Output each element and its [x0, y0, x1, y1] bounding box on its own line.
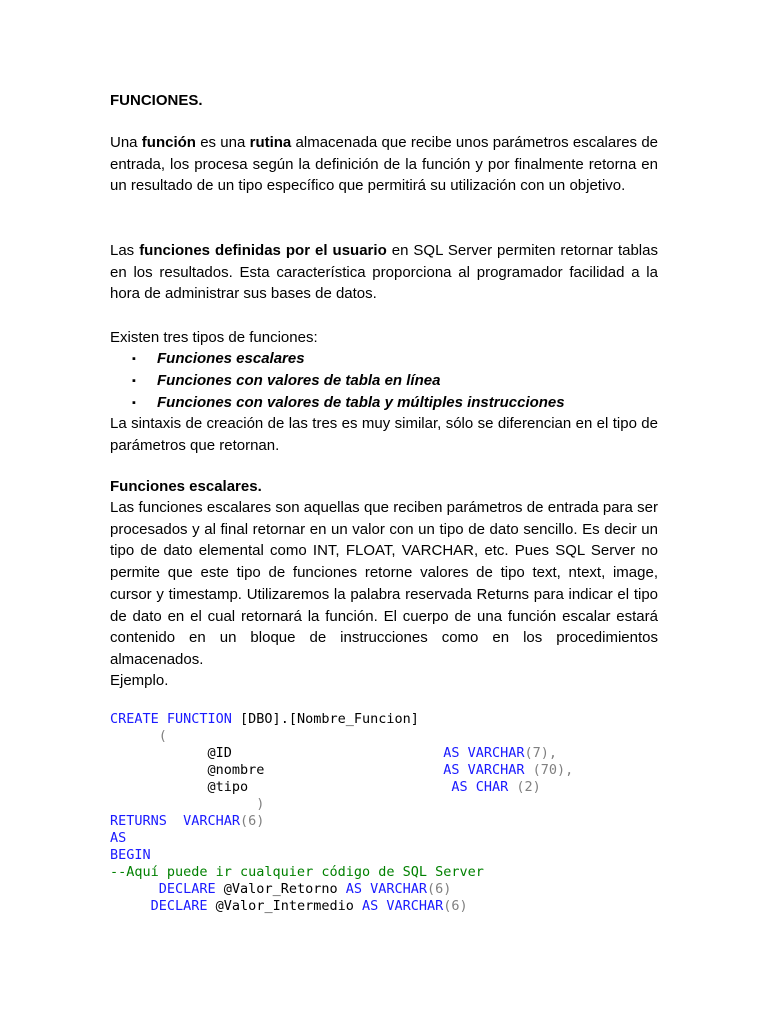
syntax-note: La sintaxis de creación de las tres es muy similar, sólo se diferencian en el tipo de parámetros que retornan. [110, 415, 658, 454]
code-line: @tipo AS CHAR (2) [110, 779, 541, 795]
bullet-square-icon: ▪ [132, 353, 136, 365]
types-list [110, 348, 670, 414]
code-line: @ID AS VARCHAR(7), [110, 745, 558, 761]
code-line: BEGIN [110, 847, 151, 863]
section-heading: Funciones escalares. [110, 478, 262, 495]
code-line: CREATE FUNCTION [DBO].[Nombre_Funcion] [110, 711, 419, 727]
bullet-square-icon: ▪ [132, 375, 136, 387]
list-item: ▪ Funciones escalares [110, 348, 670, 370]
code-block [110, 711, 573, 915]
list-item: ▪ Funciones con valores de tabla en línea [110, 370, 670, 392]
code-line: @nombre AS VARCHAR (70), [110, 762, 574, 778]
page-title: FUNCIONES. [110, 92, 203, 109]
code-line: DECLARE @Valor_Retorno AS VARCHAR(6) [110, 881, 452, 897]
code-line: AS [110, 830, 127, 846]
udf-paragraph: Las funciones definidas por el usuario en SQL Server permiten retornar tablas en los resultados. Esta característica proporciona al programador facilidad a la hora de administrar sus bases de datos. [110, 242, 658, 303]
code-line: ) [110, 796, 265, 812]
scalar-paragraph: Las funciones escalares son aquellas que reciben parámetros de entrada para ser procesados y al final retornar en un valor con un tipo de dato sencillo. Es decir un tipo de dato elemental como INT, FLOAT, VARCHAR, etc. Pues SQL Server no permite que este tipo de funciones retorne valores de tipo text, ntext, image, cursor y timestamp. Utilizaremos la palabra reservada Returns para indicar el tipo de dato en el cual retornará la función. El cuerpo de una función escalar estará contenido en un bloque de instrucciones como en los procedimientos almacenados. [110, 499, 658, 668]
code-line: ( [110, 728, 167, 744]
example-label: Ejemplo. [110, 672, 169, 689]
types-intro: Existen tres tipos de funciones: [110, 329, 318, 346]
code-line: RETURNS VARCHAR(6) [110, 813, 265, 829]
bullet-square-icon: ▪ [132, 397, 136, 409]
list-item: ▪ Funciones con valores de tabla y múltiples instrucciones [110, 392, 670, 414]
code-line: DECLARE @Valor_Intermedio AS VARCHAR(6) [110, 898, 468, 914]
intro-paragraph: Una función es una rutina almacenada que recibe unos parámetros escalares de entrada, los procesa según la definición de la función y por finalmente retorna en un resultado de un tipo específico que permitirá su utilización con un objetivo. [110, 134, 658, 195]
code-comment: --Aquí puede ir cualquier código de SQL Server [110, 864, 484, 880]
